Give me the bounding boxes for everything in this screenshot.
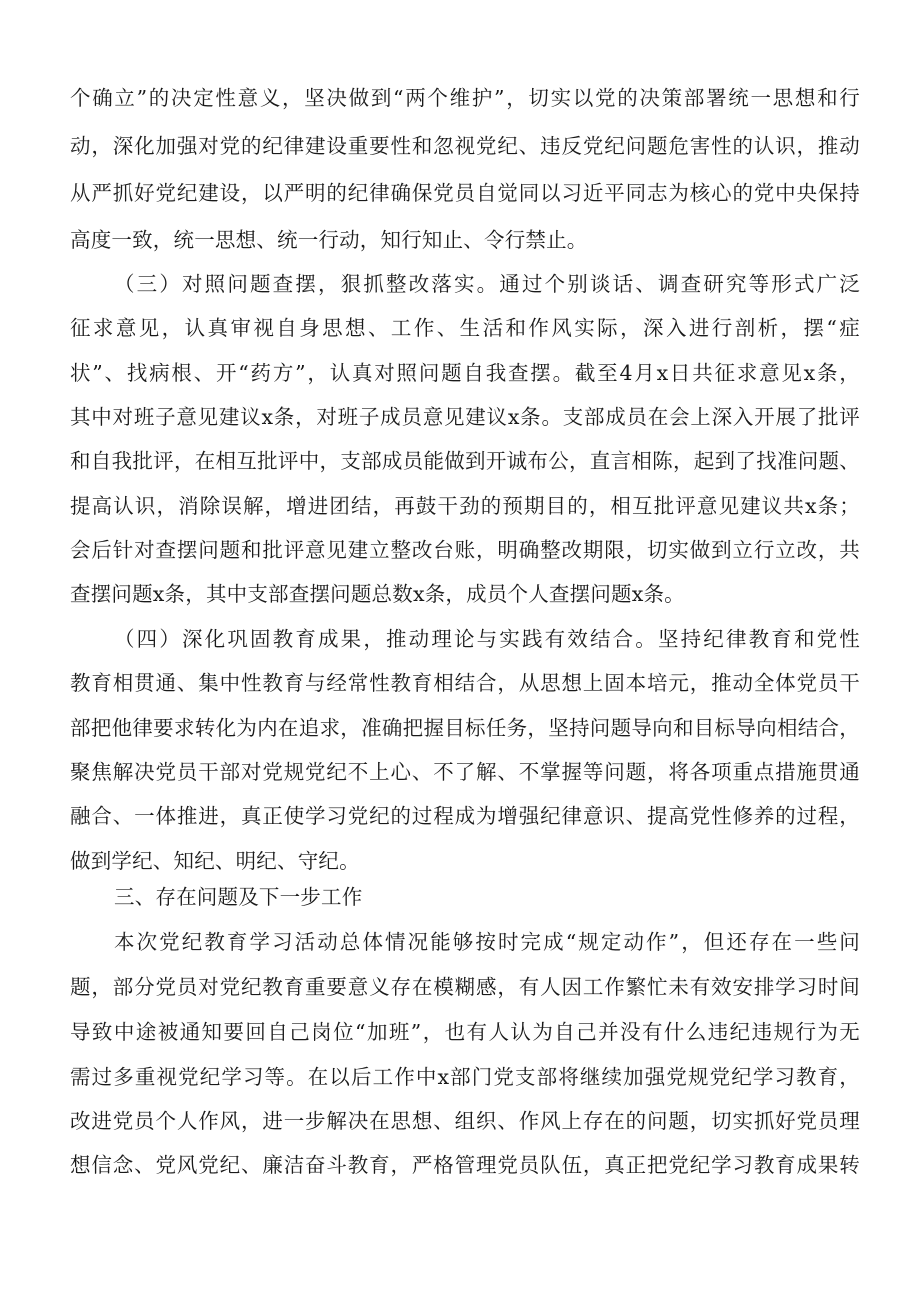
- text-line: 和自我批评，在相互批评中，支部成员能做到开诚布公，直言相陈，起到了找准问题、: [70, 449, 860, 473]
- text-line: 个确立”的决定性意义，坚决做到“两个维护”，切实以党的决策部署统一思想和行: [70, 86, 860, 110]
- text-line: 做到学纪、知纪、明纪、守纪。: [70, 849, 360, 873]
- text-line: 教育相贯通、集中性教育与经常性教育相结合，从思想上固本培元，推动全体党员干: [70, 671, 860, 695]
- text-line: 征求意见，认真审视自身思想、工作、生活和作风实际，深入进行剖析，摆“症: [70, 316, 860, 340]
- paragraph-start-line: （四）深化巩固教育成果，推动理论与实践有效结合。坚持纪律教育和党性: [114, 627, 860, 651]
- text-line: 高度一致，统一思想、统一行动，知行知止、令行禁止。: [70, 228, 588, 252]
- text-line: 需过多重视党纪学习等。在以后工作中x部门党支部将继续加强党规党纪学习教育，: [70, 1065, 860, 1089]
- text-line: 改进党员个人作风，进一步解决在思想、组织、作风上存在的问题，切实抓好党员理: [70, 1109, 860, 1133]
- text-line: 部把他律要求转化为内在追求，准确把握目标任务，坚持问题导向和目标导向相结合，: [70, 716, 860, 740]
- text-line: 融合、一体推进，真正使学习党纪的过程成为增强纪律意识、提高党性修养的过程，: [70, 804, 860, 828]
- text-line: 从严抓好党纪建设，以严明的纪律确保党员自觉同以习近平同志为核心的党中央保持: [70, 181, 860, 205]
- text-line: 想信念、党风党纪、廉洁奋斗教育，严格管理党员队伍，真正把党纪学习教育成果转: [70, 1153, 860, 1177]
- text-line: 导致中途被通知要回自己岗位“加班”，也有人认为自己并没有什么违纪违规行为无: [70, 1020, 860, 1044]
- section-heading: 三、存在问题及下一步工作: [114, 885, 363, 909]
- text-line: 状”、找病根、开“药方”，认真对照问题自我查摆。截至4月x日共征求意见x条，: [70, 361, 860, 385]
- text-line: 题，部分党员对党纪教育重要意义存在模糊感，有人因工作繁忙未有效安排学习时间: [70, 975, 860, 999]
- text-line: 其中对班子意见建议x条，对班子成员意见建议x条。支部成员在会上深入开展了批评: [70, 405, 860, 429]
- paragraph-start-line: （三）对照问题查摆，狠抓整改落实。通过个别谈话、调查研究等形式广泛: [114, 272, 860, 296]
- paragraph-start-line: 本次党纪教育学习活动总体情况能够按时完成“规定动作”，但还存在一些问: [114, 930, 860, 954]
- text-line: 提高认识，消除误解，增进团结，再鼓干劲的预期目的，相互批评意见建议共x条；: [70, 494, 860, 518]
- text-line: 查摆问题x条，其中支部查摆问题总数x条，成员个人查摆问题x条。: [70, 582, 685, 606]
- text-line: 聚焦解决党员干部对党规党纪不上心、不了解、不掌握等问题，将各项重点措施贯通: [70, 760, 860, 784]
- text-line: 动，深化加强对党的纪律建设重要性和忽视党纪、违反党纪问题危害性的认识，推动: [70, 134, 860, 158]
- text-line: 会后针对查摆问题和批评意见建立整改台账，明确整改期限，切实做到立行立改，共: [70, 538, 860, 562]
